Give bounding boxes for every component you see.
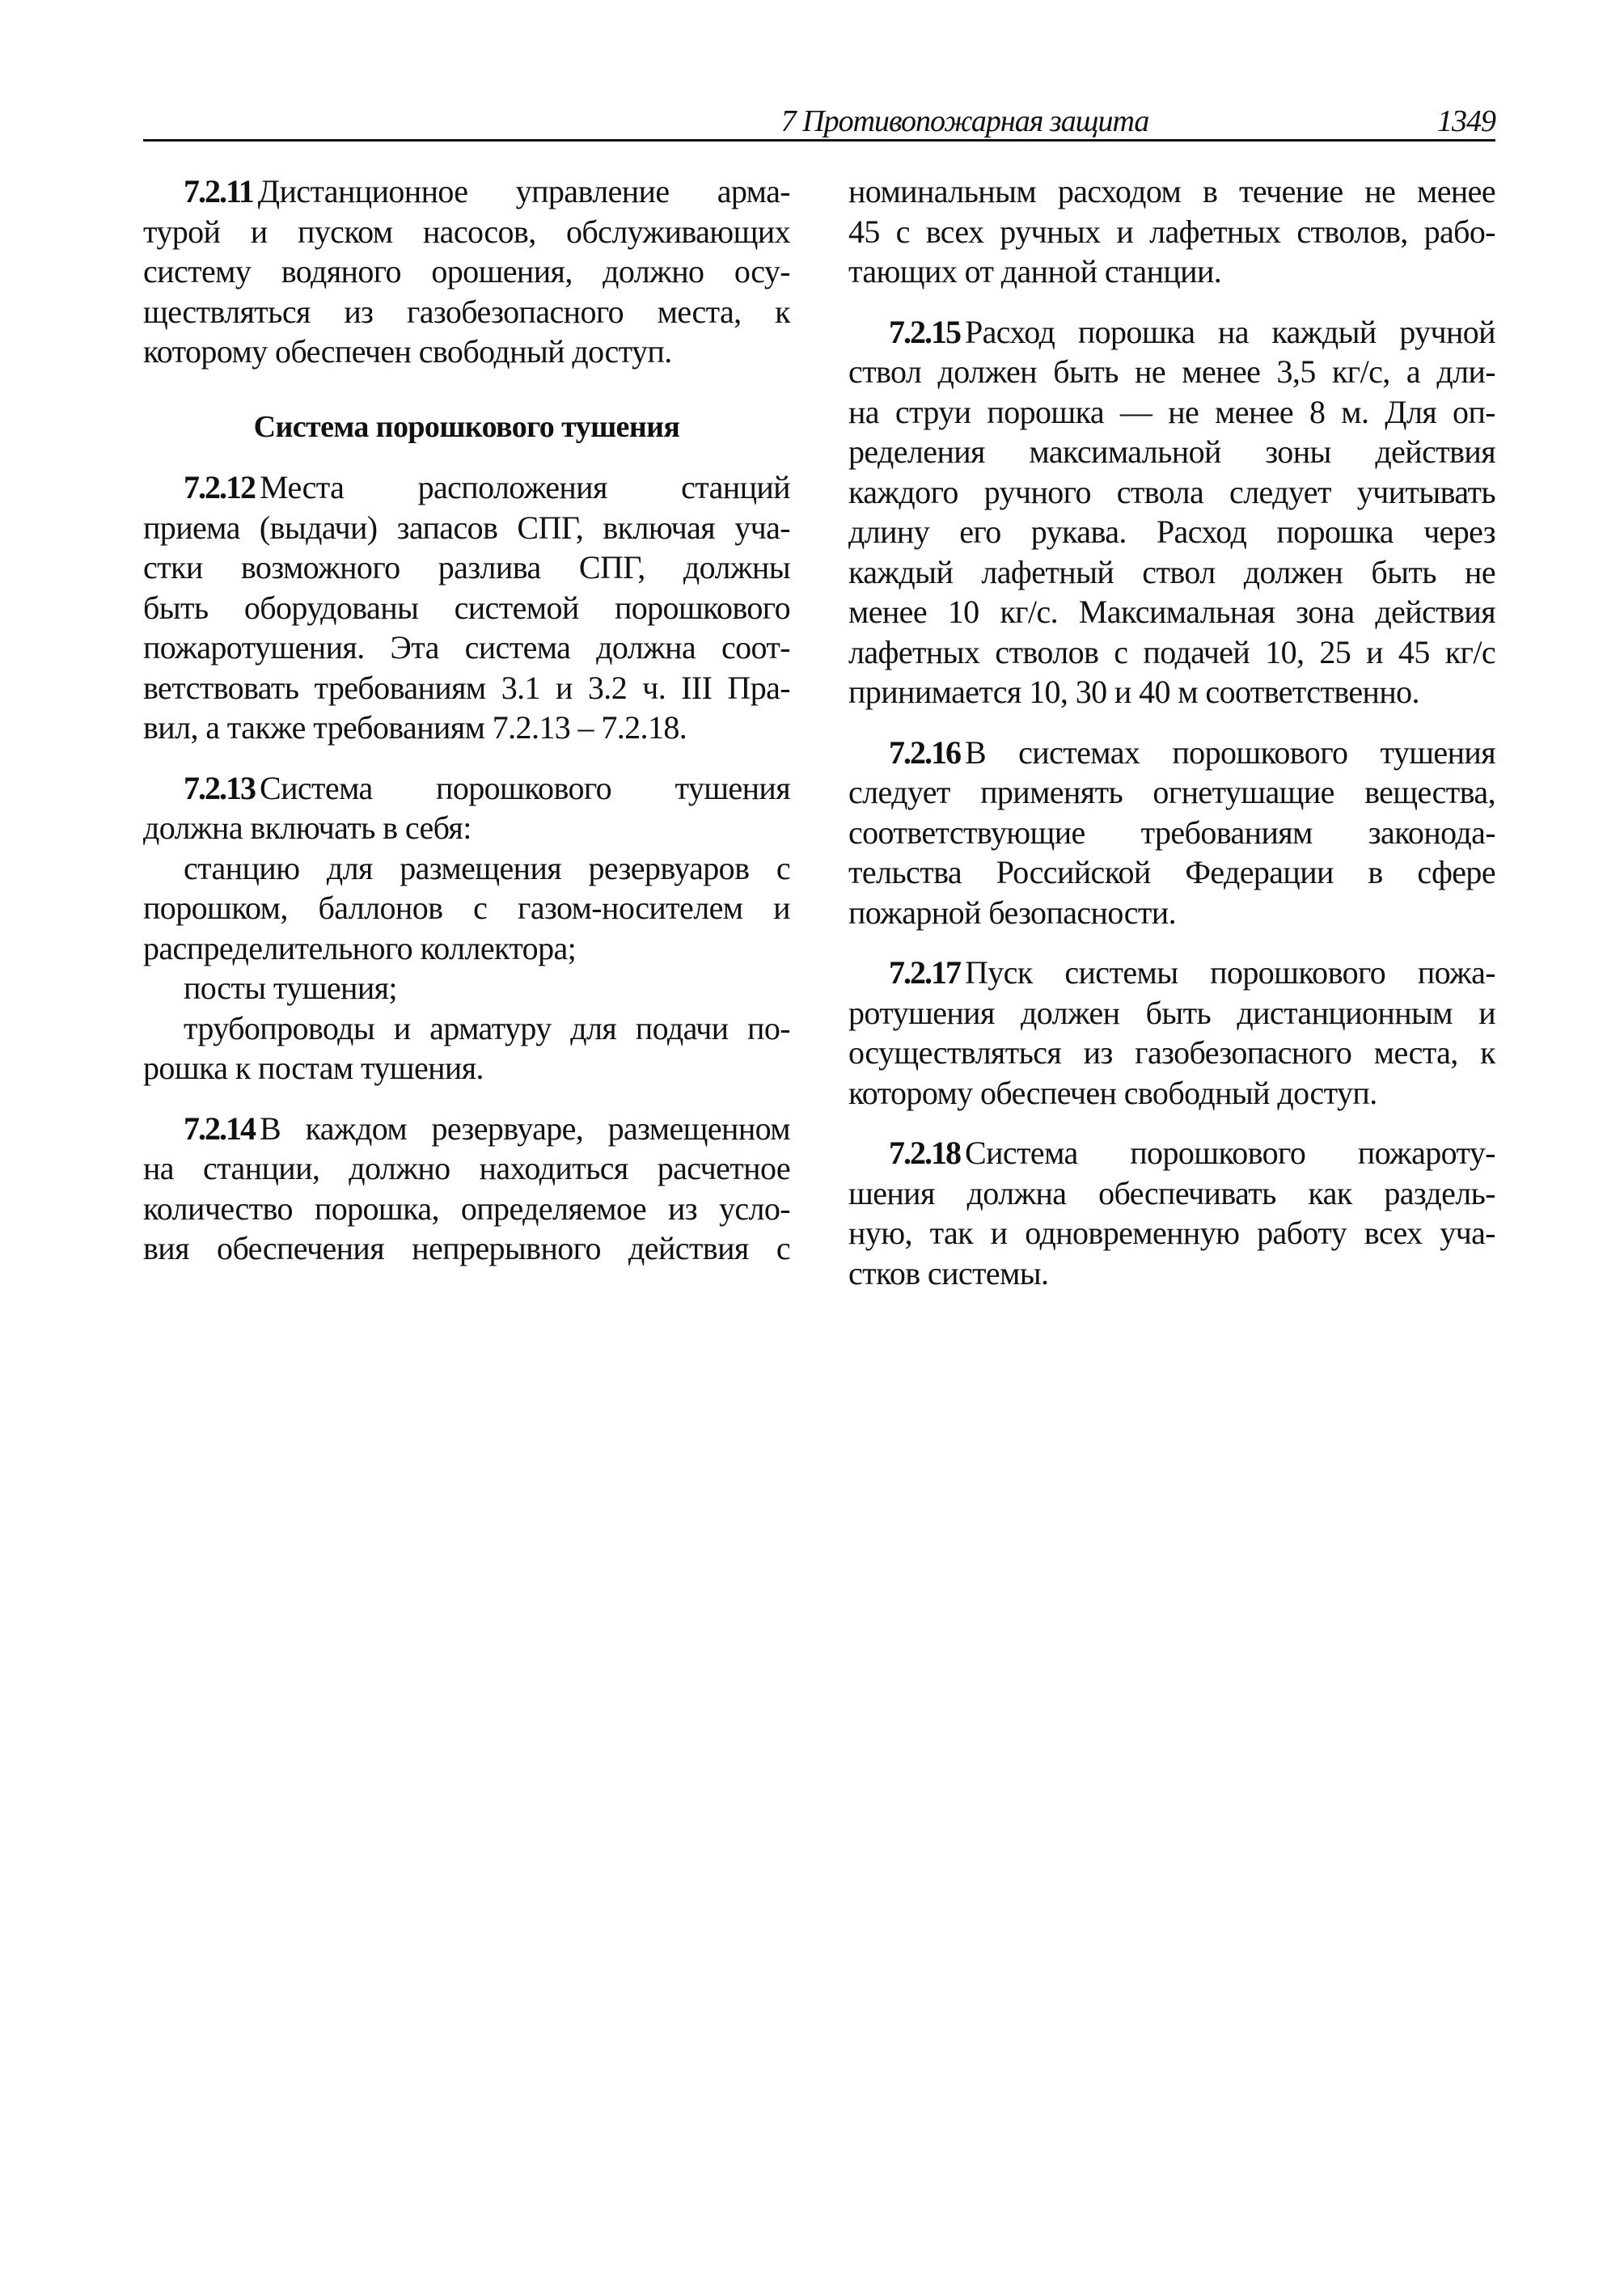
line-text: тельства Российской Федерации в сфере: [848, 854, 1495, 890]
text-line: [143, 467, 790, 508]
line-text: должна включать в себя:: [143, 809, 472, 846]
line-text: каждый лафетный ствол должен быть не: [848, 553, 1495, 590]
paragraph: [143, 968, 790, 1008]
line-text: В системах порошкового тушения: [965, 733, 1495, 771]
text-line: [848, 252, 1495, 292]
text-line: [848, 632, 1495, 673]
line-text: быть оборудованы системой порошкового: [143, 589, 790, 626]
line-text: стки возможного разлива СПГ, должны: [143, 549, 790, 585]
clause-7-2-12: [143, 467, 790, 748]
text-line: [848, 1173, 1495, 1214]
line-text: Дистанционное управление арма-: [257, 173, 790, 209]
line-text: каждого ручного ствола следует учитывать: [848, 473, 1495, 510]
text-line: [143, 588, 790, 628]
clause-number: 7.2.17: [889, 954, 960, 991]
right-column: [848, 171, 1495, 1313]
clause-number: 7.2.13: [184, 769, 255, 806]
paragraph: [143, 848, 790, 969]
text-line: [848, 212, 1495, 252]
paragraph: [143, 1008, 790, 1088]
text-line: [848, 772, 1495, 813]
text-line: [848, 352, 1495, 392]
clause-7-2-18: [848, 1133, 1495, 1293]
text-line: [848, 472, 1495, 513]
header-rule: [143, 139, 1495, 142]
line-text: Система порошкового тушения: [260, 769, 790, 806]
line-text: менее 10 кг/с. Максимальная зона действия: [848, 594, 1495, 630]
line-text: В каждом резервуаре, размещенном: [260, 1110, 790, 1147]
line-text: осуществляться из газобезопасного места, к: [848, 1034, 1495, 1071]
line-text: номинальным расходом в течение не менее: [848, 173, 1495, 209]
section-heading: Система порошкового тушения: [253, 409, 680, 444]
text-line: [848, 171, 1495, 212]
line-text: количество порошка, определяемое из усло-: [143, 1190, 790, 1227]
page-number: 1349: [1437, 104, 1495, 138]
line-text: пожарной безопасности.: [848, 894, 1177, 931]
left-column: [143, 171, 790, 1289]
line-text: турой и пуском насосов, обслуживающих: [143, 213, 790, 250]
line-text: на станции, должно находиться расчетное: [143, 1150, 790, 1186]
text-line: [848, 953, 1495, 993]
line-text: вил, а также требованиям 7.2.13 – 7.2.18.: [143, 709, 687, 746]
text-line: [848, 512, 1495, 552]
line-text: Пуск системы порошкового пожа-: [965, 954, 1495, 991]
line-text: пожаротушения. Эта система должна соот-: [143, 629, 790, 666]
text-line: [848, 852, 1495, 893]
text-line: [848, 552, 1495, 593]
text-line: [143, 332, 790, 372]
text-line: [143, 1048, 790, 1088]
text-line: [848, 1253, 1495, 1294]
clause-7-2-14: [143, 1109, 790, 1269]
line-text: распределительного коллектора;: [143, 929, 577, 966]
line-text: ществляться из газобезопасного места, к: [143, 293, 790, 330]
line-text: Система порошкового пожароту-: [965, 1135, 1495, 1171]
line-text: тающих от данной станции.: [848, 253, 1222, 290]
running-header: [143, 104, 1495, 136]
line-text: лафетных стволов с подачей 10, 25 и 45 кг/с: [848, 633, 1495, 670]
line-text: станцию для размещения резервуаров с: [184, 849, 790, 886]
text-line: [848, 592, 1495, 632]
line-text: посты тушения;: [184, 970, 397, 1006]
clause-number: 7.2.14: [184, 1110, 255, 1147]
text-line: [848, 672, 1495, 712]
clause-7-2-15: [848, 312, 1495, 712]
text-line: [848, 893, 1495, 933]
line-text: принимается 10, 30 и 40 м соответственно.: [848, 674, 1419, 710]
text-line: [848, 1213, 1495, 1253]
text-line: [143, 968, 790, 1008]
paragraph: [848, 171, 1495, 292]
text-line: [143, 1008, 790, 1049]
clause-number: 7.2.15: [889, 313, 960, 350]
text-line: [143, 888, 790, 928]
text-line: [143, 628, 790, 668]
text-line: [143, 1228, 790, 1269]
line-text: следует применять огнетушащие вещества,: [848, 774, 1495, 810]
clause-7-2-17: [848, 953, 1495, 1113]
line-text: которому обеспечен свободный доступ.: [143, 333, 672, 370]
text-line: [143, 508, 790, 548]
text-line: [143, 547, 790, 588]
text-line: [848, 1133, 1495, 1173]
text-line: [848, 1033, 1495, 1073]
text-line: [143, 212, 790, 252]
text-line: [143, 668, 790, 708]
line-text: ределения максимальной зоны действия: [848, 433, 1495, 470]
line-text: 45 с всех ручных и лафетных стволов, рабо-: [848, 213, 1495, 250]
text-line: [848, 312, 1495, 353]
line-text: порошком, баллонов с газом-носителем и: [143, 890, 790, 926]
text-line: [143, 768, 790, 809]
text-line: [143, 252, 790, 292]
line-text: ветствовать требованиям 3.1 и 3.2 ч. III Пра-: [143, 669, 790, 706]
line-text: Расход порошка на каждый ручной: [965, 313, 1495, 350]
line-text: ную, так и одновременную работу всех уча-: [848, 1215, 1495, 1251]
line-text: приема (выдачи) запасов СПГ, включая уча-: [143, 509, 790, 546]
clause-number: 7.2.16: [889, 733, 960, 771]
line-text: шения должна обеспечивать как раздель-: [848, 1174, 1495, 1211]
line-text: трубопроводы и арматуру для подачи по-: [184, 1009, 790, 1046]
text-line: [848, 392, 1495, 433]
text-line: [143, 171, 790, 212]
text-line: [143, 708, 790, 748]
line-text: рошка к постам тушения.: [143, 1050, 484, 1086]
clause-number: 7.2.11: [184, 173, 253, 209]
text-line: [143, 1148, 790, 1189]
text-line: [848, 993, 1495, 1033]
clause-7-2-13: [143, 768, 790, 848]
text-line: [848, 1073, 1495, 1114]
clause-7-2-11: [143, 171, 790, 372]
text-line: [143, 1189, 790, 1229]
line-text: ротушения должен быть дистанционным и: [848, 994, 1495, 1031]
line-text: стков системы.: [848, 1254, 1049, 1291]
chapter-title: 7 Противопожарная защита: [780, 104, 1149, 138]
line-text: систему водяного орошения, должно осу-: [143, 253, 790, 290]
text-line: [848, 432, 1495, 472]
clause-7-2-16: [848, 733, 1495, 933]
text-line: [143, 1109, 790, 1149]
line-text: соответствующие требованиям законода-: [848, 814, 1495, 851]
clause-number: 7.2.12: [184, 469, 255, 505]
text-line: [143, 928, 790, 969]
text-line: [143, 848, 790, 889]
text-line: [848, 813, 1495, 853]
line-text: которому обеспечен свободный доступ.: [848, 1074, 1377, 1111]
line-text: вия обеспечения непрерывного действия с: [143, 1230, 790, 1266]
text-line: [143, 292, 790, 332]
line-text: ствол должен быть не менее 3,5 кг/с, а дли-: [848, 353, 1495, 390]
line-text: Места расположения станций: [260, 469, 790, 505]
line-text: длину его рукава. Расход порошка через: [848, 514, 1495, 550]
text-line: [848, 733, 1495, 773]
text-line: [143, 808, 790, 848]
clause-number: 7.2.18: [889, 1135, 960, 1171]
line-text: на струи порошка — не менее 8 м. Для оп-: [848, 393, 1495, 430]
